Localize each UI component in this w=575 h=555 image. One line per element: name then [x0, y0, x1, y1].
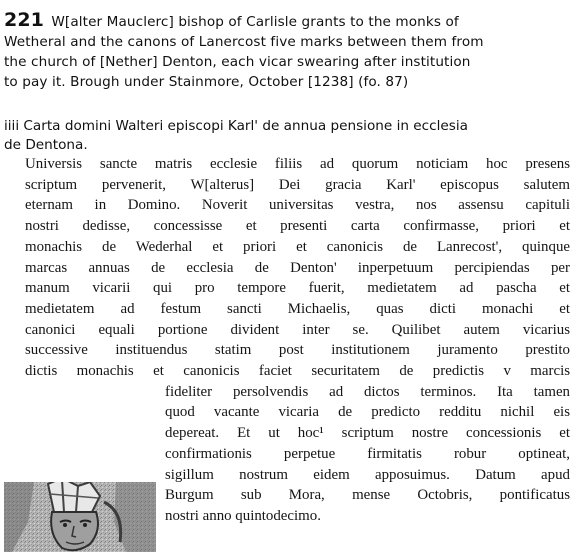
charter-line: confirmationis perpetue firmitatis robur optineat,	[165, 445, 570, 462]
charter-line: nostri anno quintodecimo.	[165, 507, 321, 524]
charter-line: monachis de Wederhal et priori et canonicis de Lanrecost', quinque	[25, 238, 570, 255]
charter-line: marcas annuas de ecclesia de Denton' inperpetuum percipiendas per	[25, 259, 570, 276]
charter-line: successive instituendus statim post institutionem juramento prestito	[25, 342, 570, 359]
summary-line-3: the church of [Nether] Denton, each vicar swearing after institution	[4, 54, 471, 70]
entry-number: 221	[4, 9, 44, 31]
rubric-line-2: de Dentona.	[4, 137, 88, 153]
charter-text	[25, 154, 570, 527]
rubric-line-1: iiii Carta domini Walteri episcopi Karl' de annua pensione in ecclesia	[4, 118, 468, 134]
entry-summary	[4, 10, 570, 92]
charter-line: depereat. Et ut hoc¹ scriptum nostre concessionis et	[165, 425, 570, 442]
charter-line: nostri dedisse, concessisse et presenti carta confirmasse, priori et	[25, 218, 570, 235]
summary-text-1: W[alter Mauclerc] bishop of Carlisle grants to the monks of	[51, 14, 459, 30]
summary-line-1	[4, 10, 570, 32]
manuscript-initial-image	[4, 482, 156, 552]
summary-line-2: Wetheral and the canons of Lanercost five marks between them from	[4, 34, 484, 50]
charter-line: fideliter persolvendis ad dictos terminos. Ita tamen	[165, 383, 570, 400]
charter-line: manum vicarii qui pro tempore fuerit, medietatem ad pascha et	[25, 280, 570, 297]
charter-line: dictis monachis et canonicis faciet securitatem de predictis v marcis	[25, 363, 570, 380]
charter-line: medietatem ad festum sancti Michaelis, quas dicti monachi et	[25, 300, 570, 317]
charter-line: Universis sancte matris ecclesie filiis ad quorum noticiam hoc presens	[25, 156, 570, 172]
bishop-figure-illustration	[4, 482, 156, 552]
charter-line: sigillum nostrum eidem apposuimus. Datum apud	[165, 466, 570, 483]
charter-line: Burgum sub Mora, mense Octobris, pontificatus	[165, 487, 570, 504]
charter-line: scriptum pervenerit, W[alterus] Dei gracia Karl' episcopus salutem	[25, 176, 570, 193]
charter-line: canonici equali portione divident inter se. Quilibet autem vicarius	[25, 321, 570, 338]
charter-line: quod vacante vicaria de predicto redditu nichil eis	[165, 404, 570, 421]
summary-line-4: to pay it. Brough under Stainmore, October [1238] (fo. 87)	[4, 74, 409, 90]
charter-line: eternam in Domino. Noverit universitas vestra, nos assensu capituli	[25, 197, 570, 214]
rubric	[4, 117, 564, 155]
